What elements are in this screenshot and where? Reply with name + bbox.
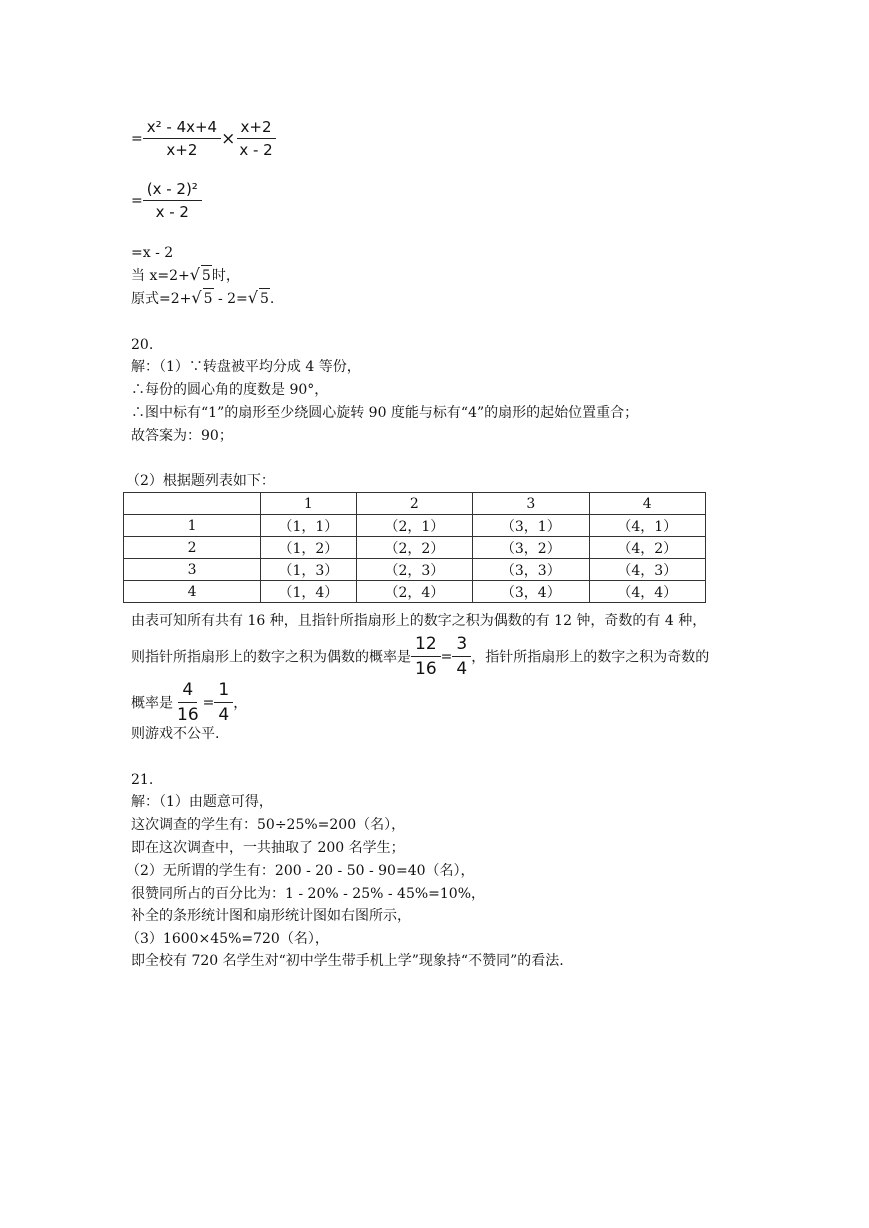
fraction: $\frac{12}{16}$ [411,634,441,679]
fraction: $\frac{4}{16}$ [177,680,199,725]
fraction: $\frac{\text{x² - 4x+4}}{x+2}$ [143,118,221,159]
q21-line-8: 即全校有 720 名学生对“初中学生带手机上学”现象持“不赞同”的看法. [131,953,564,969]
sqrt-sign: √ [189,265,200,284]
q21-line-3: 即在这次调查中，一共抽取了 200 名学生； [131,840,405,856]
table-header-row: 1 2 3 4 [124,493,706,515]
sqrt-sign: √ [191,288,202,307]
q20-line-4: 故答案为：90； [131,428,233,444]
q21-line-1: 解：（1）由题意可得， [131,794,273,810]
q20-line-9: 则游戏不公平. [131,726,220,742]
math-when: 当 x=2+√ 5时， [131,265,240,284]
q20-line-8: 概率是 $\frac{4}{16}$ = $\frac{1}{4}$ ， [131,680,248,725]
q21-line-2: 这次调查的学生有：50÷25%=200（名）， [131,817,406,833]
table-row: 2 （1，2） （2，2） （3，2） （4，2） [124,537,706,559]
fraction: $\frac{x+2}{x - 2}$ [235,118,276,159]
math-step-2: = $\frac{\text{(x - 2)²}}{x - 2}$ [131,180,202,221]
table-row: 3 （1，3） （2，3） （3，3） （4，3） [124,559,706,581]
math-step-1: = $\frac{\text{x² - 4x+4}}{x+2}$ × $\frac{x+2}{x - 2}$ [131,118,277,159]
q21-line-7: （3）1600×45%=720（名）， [126,931,329,947]
outcome-table [123,492,706,603]
q21-line-6: 补全的条形统计图和扇形统计图如右图所示， [131,908,411,924]
q20-line-3: ∴图中标有“1”的扇形至少绕圆心旋转 90 度能与标有“4”的扇形的起始位置重合； [131,405,639,421]
q21-line-5: 很赞同所占的百分比为：1 - 20% - 25% - 45%=10%， [131,886,485,902]
question-number-21: 21. [131,772,154,788]
math-result: 原式=2+√ 5 - 2=√ 5. [131,288,275,307]
sqrt-sign: √ [247,288,258,307]
q20-line-1: 解：（1）∵转盘被平均分成 4 等份， [131,359,361,375]
q21-line-4: （2）无所谓的学生有：200 - 20 - 50 - 90=40（名）， [126,863,475,879]
q20-line-7: 则指针所指扇形上的数字之积为偶数的概率是 $\frac{12}{16}$ = $\frac{3}{4}$ ，指针所指扇形上的数字之积为奇数的 [131,634,710,679]
q20-line-6: 由表可知所有共有 16 种，且指针所指扇形上的数字之积为偶数的有 12 钟，奇数的有 4 种， [131,613,707,629]
question-number-20: 20. [131,337,154,353]
fraction: $\frac{1}{4}$ [214,680,233,725]
table-row: 1 （1，1） （2，1） （3，1） （4，1） [124,515,706,537]
q20-line-2: ∴每份的圆心角的度数是 90°， [131,382,329,398]
fraction: $\frac{\text{(x - 2)²}}{x - 2}$ [143,180,202,221]
table-row: 4 （1，4） （2，4） （3，4） （4，4） [124,581,706,603]
fraction: $\frac{3}{4}$ [452,634,471,679]
math-step-3: =x - 2 [131,245,174,261]
q20-line-5: （2）根据题列表如下： [126,473,275,489]
